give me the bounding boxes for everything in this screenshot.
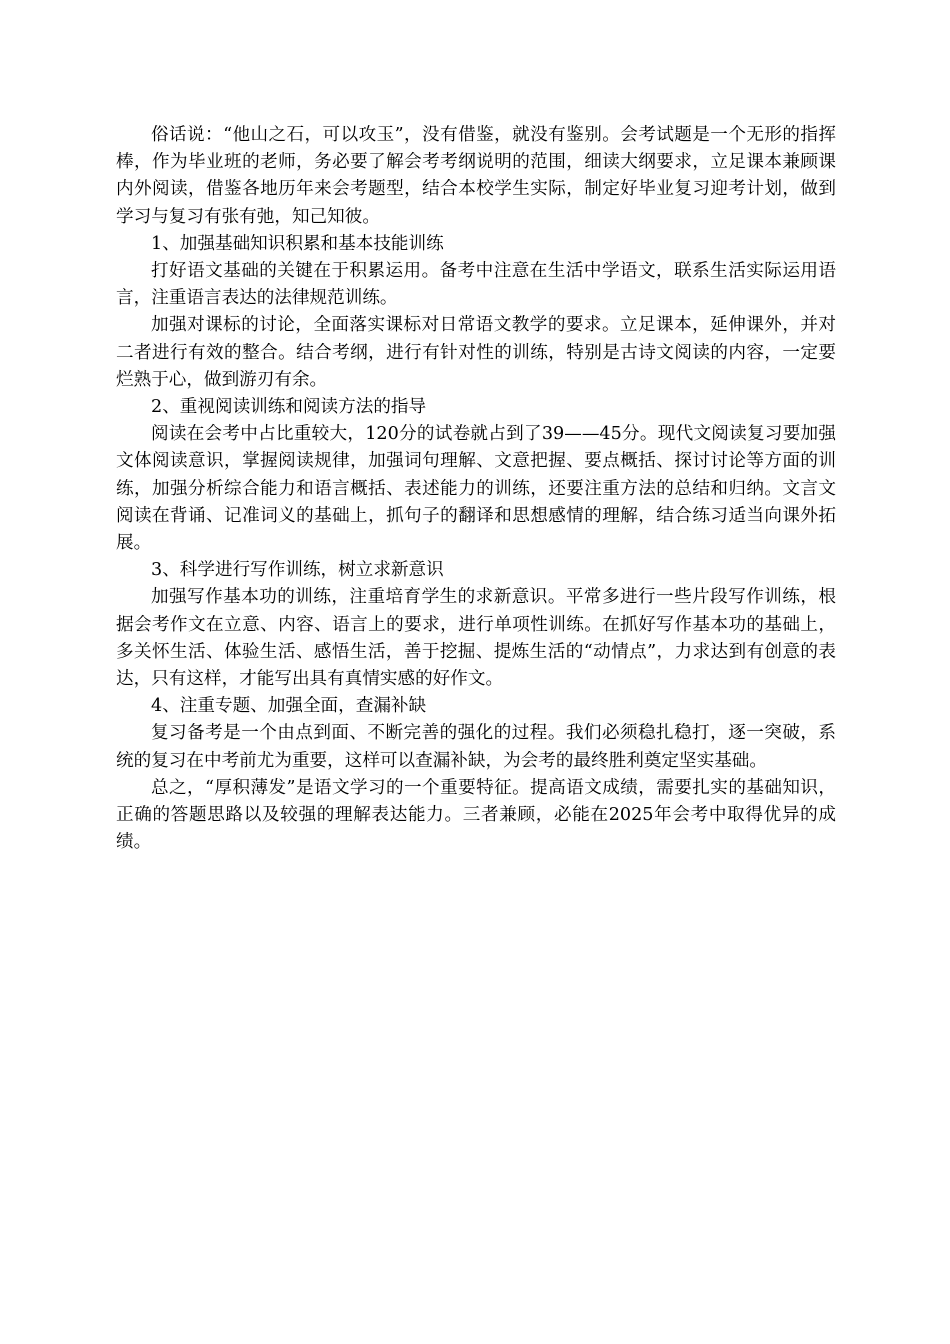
- body-paragraph: 复习备考是一个由点到面、不断完善的强化的过程。我们必须稳扎稳打，逐一突破，系统的复习在中考前尤为重要，这样可以查漏补缺，为会考的最终胜利奠定坚实基础。: [116, 723, 836, 771]
- body-paragraph: 阅读在会考中占比重较大，120分的试卷就占到了39——45分。现代文阅读复习要加强文体阅读意识，掌握阅读规律，加强词句理解、文意把握、要点概括、探讨讨论等方面的训练，加强分析综合能力和语言概括、表述能力的训练，还要注重方法的总结和归纳。文言文阅读在背诵、记准词义的基础上，抓句子的翻译和思想感情的理解，结合练习适当向课外拓展。: [116, 424, 836, 554]
- section-heading-1: 1、加强基础知识积累和基本技能训练: [151, 233, 444, 254]
- body-paragraph: 加强对课标的讨论，全面落实课标对日常语文教学的要求。立足课本，延伸课外，并对二者进行有效的整合。结合考纲，进行有针对性的训练，特别是古诗文阅读的内容，一定要烂熟于心，做到游刃有余。: [116, 315, 836, 390]
- document-page: [116, 122, 836, 856]
- body-paragraph: 打好语文基础的关键在于积累运用。备考中注意在生活中学语文，联系生活实际运用语言，注重语言表达的法律规范训练。: [116, 261, 836, 309]
- conclusion-paragraph: 总之，“厚积薄发”是语文学习的一个重要特征。提高语文成绩，需要扎实的基础知识，正确的答题思路以及较强的理解表达能力。三者兼顾，必能在2025年会考中取得优异的成绩。: [116, 777, 836, 853]
- body-paragraph: 加强写作基本功的训练，注重培育学生的求新意识。平常多进行一些片段写作训练，根据会考作文在立意、内容、语言上的要求，进行单项性训练。在抓好写作基本功的基础上，多关怀生活、体验生活、感悟生活，善于挖掘、提炼生活的“动情点”，力求达到有创意的表达，只有这样，才能写出具有真情实感的好作文。: [116, 587, 836, 690]
- intro-paragraph: 俗话说：“他山之石，可以攻玉”，没有借鉴，就没有鉴别。会考试题是一个无形的指挥棒，作为毕业班的老师，务必要了解会考考纲说明的范围，细读大纲要求，立足课本兼顾课内外阅读，借鉴各地历年来会考题型，结合本校学生实际，制定好毕业复习迎考计划，做到学习与复习有张有弛，知己知彼。: [116, 125, 836, 227]
- section-heading-3: 3、科学进行写作训练，树立求新意识: [151, 560, 444, 581]
- section-heading-2: 2、重视阅读训练和阅读方法的指导: [151, 397, 427, 418]
- section-heading-4: 4、注重专题、加强全面，查漏补缺: [151, 696, 427, 717]
